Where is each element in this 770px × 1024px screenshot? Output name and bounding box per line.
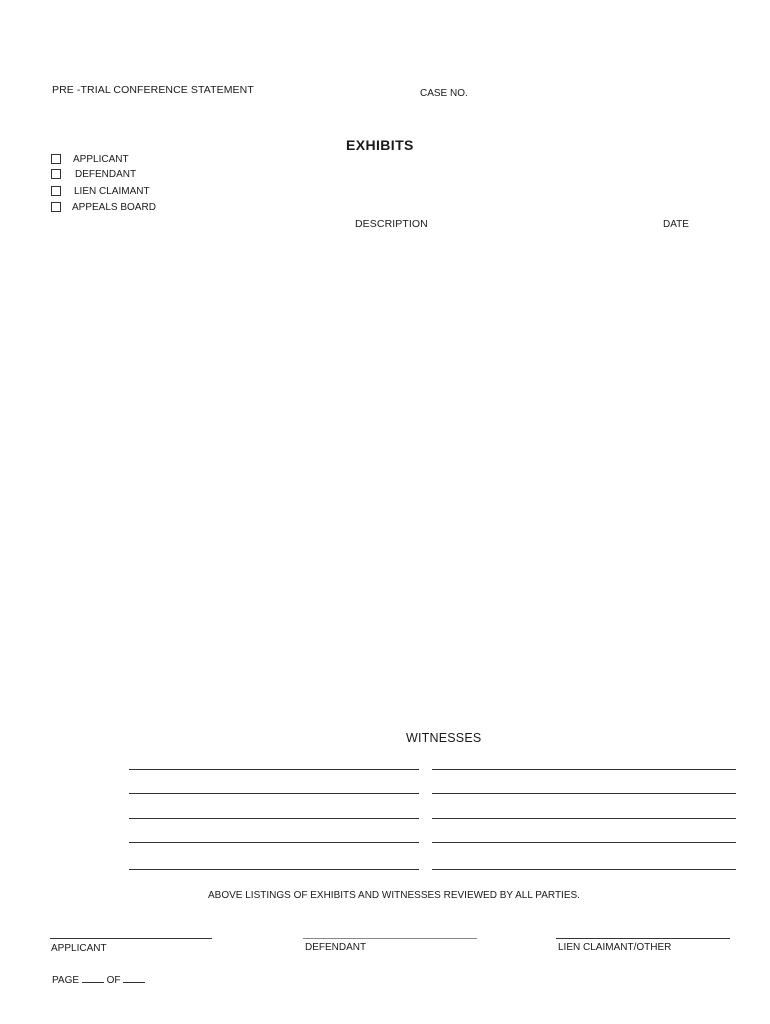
date-column-header: DATE (663, 219, 689, 230)
lien-claimant-checkbox-label: LIEN CLAIMANT (74, 186, 150, 197)
page-number-blank[interactable] (82, 973, 104, 983)
appeals-board-checkbox-label: APPEALS BOARD (72, 202, 156, 213)
witness-line[interactable] (129, 842, 419, 843)
witness-line[interactable] (432, 793, 736, 794)
case-number-label: CASE NO. (420, 88, 468, 99)
exhibits-entry-area[interactable] (52, 236, 742, 716)
of-label: OF (106, 975, 121, 986)
applicant-signature-label: APPLICANT (51, 943, 107, 954)
witness-line[interactable] (432, 818, 736, 819)
lien-claimant-signature-label: LIEN CLAIMANT/OTHER (558, 942, 672, 953)
witness-line[interactable] (129, 793, 419, 794)
witnesses-heading: WITNESSES (406, 731, 482, 745)
witness-line[interactable] (432, 769, 736, 770)
applicant-checkbox-label: APPLICANT (73, 154, 129, 165)
defendant-signature-line[interactable] (303, 938, 477, 939)
lien-claimant-signature-line[interactable] (556, 938, 730, 939)
lien-claimant-checkbox[interactable] (51, 186, 61, 196)
witness-line[interactable] (432, 842, 736, 843)
description-column-header: DESCRIPTION (355, 218, 428, 230)
defendant-checkbox[interactable] (51, 169, 61, 179)
applicant-signature-line[interactable] (50, 938, 212, 939)
witness-line[interactable] (129, 818, 419, 819)
form-title: PRE -TRIAL CONFERENCE STATEMENT (52, 84, 254, 96)
exhibits-heading: EXHIBITS (346, 137, 414, 153)
page-total-blank[interactable] (123, 973, 145, 983)
appeals-board-checkbox[interactable] (51, 202, 61, 212)
witness-line[interactable] (432, 869, 736, 870)
defendant-signature-label: DEFENDANT (305, 942, 367, 953)
page-number-footer (52, 973, 145, 986)
review-statement: ABOVE LISTINGS OF EXHIBITS AND WITNESSES REVIEWED BY ALL PARTIES. (208, 890, 580, 901)
witness-line[interactable] (129, 869, 419, 870)
witness-line[interactable] (129, 769, 419, 770)
page-label: PAGE (52, 975, 80, 986)
applicant-checkbox[interactable] (51, 154, 61, 164)
defendant-checkbox-label: DEFENDANT (75, 169, 137, 180)
